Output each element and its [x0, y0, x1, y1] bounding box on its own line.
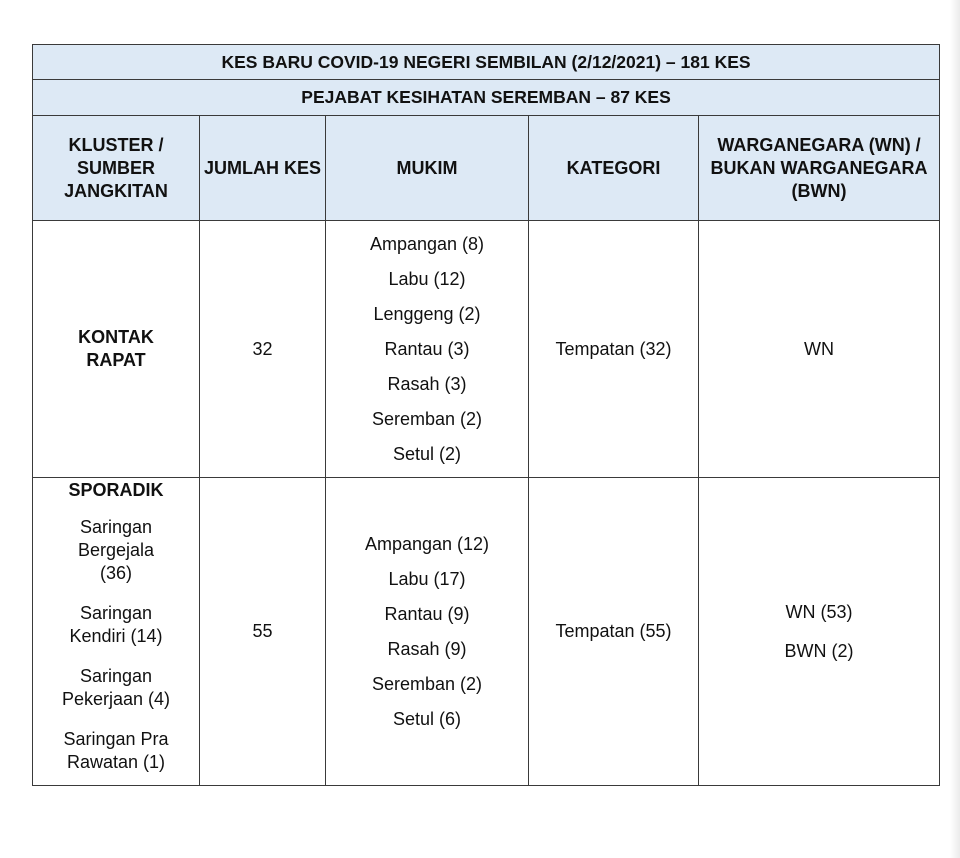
page-edge-shadow	[950, 0, 960, 858]
screening-item: Saringan Pekerjaan (4)	[61, 666, 171, 709]
table-row	[33, 221, 940, 478]
kategori-cell: Tempatan (32)	[529, 221, 699, 478]
mukim-list	[326, 227, 528, 472]
mukim-item: Seremban (2)	[371, 408, 483, 429]
jumlah-cell: 32	[200, 221, 326, 478]
jumlah-cell: 55	[200, 478, 326, 786]
cluster-label: SPORADIK	[68, 480, 164, 500]
mukim-cell	[326, 221, 529, 478]
wn-cell	[699, 478, 940, 786]
mukim-item: Labu (12)	[388, 268, 466, 289]
wn-cell: WN	[699, 221, 940, 478]
table-title: KES BARU COVID-19 NEGERI SEMBILAN (2/12/2021) – 181 KES	[33, 45, 940, 80]
mukim-list	[326, 527, 528, 737]
mukim-item: Rantau (9)	[384, 603, 470, 624]
mukim-item: Rantau (3)	[384, 338, 470, 359]
mukim-item: Rasah (3)	[387, 373, 467, 394]
mukim-item: Seremban (2)	[371, 673, 483, 694]
screening-item: Saringan Kendiri (14)	[69, 603, 163, 646]
mukim-item: Lenggeng (2)	[373, 303, 481, 324]
wn-item: BWN (2)	[784, 640, 854, 661]
mukim-cell	[326, 478, 529, 786]
header-row	[33, 116, 940, 221]
screening-item: Saringan Pra Rawatan (1)	[63, 729, 169, 772]
table-subtitle-row	[33, 80, 940, 116]
cluster-label: KONTAK RAPAT	[78, 327, 154, 370]
header-mukim: MUKIM	[326, 116, 529, 221]
mukim-item: Ampangan (8)	[369, 233, 485, 254]
mukim-item: Ampangan (12)	[364, 533, 490, 554]
kategori-cell: Tempatan (55)	[529, 478, 699, 786]
cluster-cell	[33, 478, 200, 786]
header-warganegara: WARGANEGARA (WN) / BUKAN WARGANEGARA (BWN)	[699, 116, 940, 221]
mukim-item: Rasah (9)	[387, 638, 467, 659]
mukim-item: Setul (6)	[392, 708, 462, 729]
mukim-item: Labu (17)	[388, 568, 466, 589]
table-title-row	[33, 45, 940, 80]
table-row	[33, 478, 940, 786]
header-kategori: KATEGORI	[529, 116, 699, 221]
wn-list	[699, 593, 939, 671]
table-subtitle: PEJABAT KESIHATAN SEREMBAN – 87 KES	[33, 80, 940, 116]
header-jumlah-kes: JUMLAH KES	[200, 116, 326, 221]
wn-item: WN (53)	[785, 601, 853, 622]
mukim-item: Setul (2)	[392, 443, 462, 464]
screening-item: Saringan Bergejala (36)	[77, 517, 155, 583]
header-cluster: KLUSTER / SUMBER JANGKITAN	[33, 116, 200, 221]
cluster-cell	[33, 221, 200, 478]
covid-cases-table	[32, 44, 940, 786]
